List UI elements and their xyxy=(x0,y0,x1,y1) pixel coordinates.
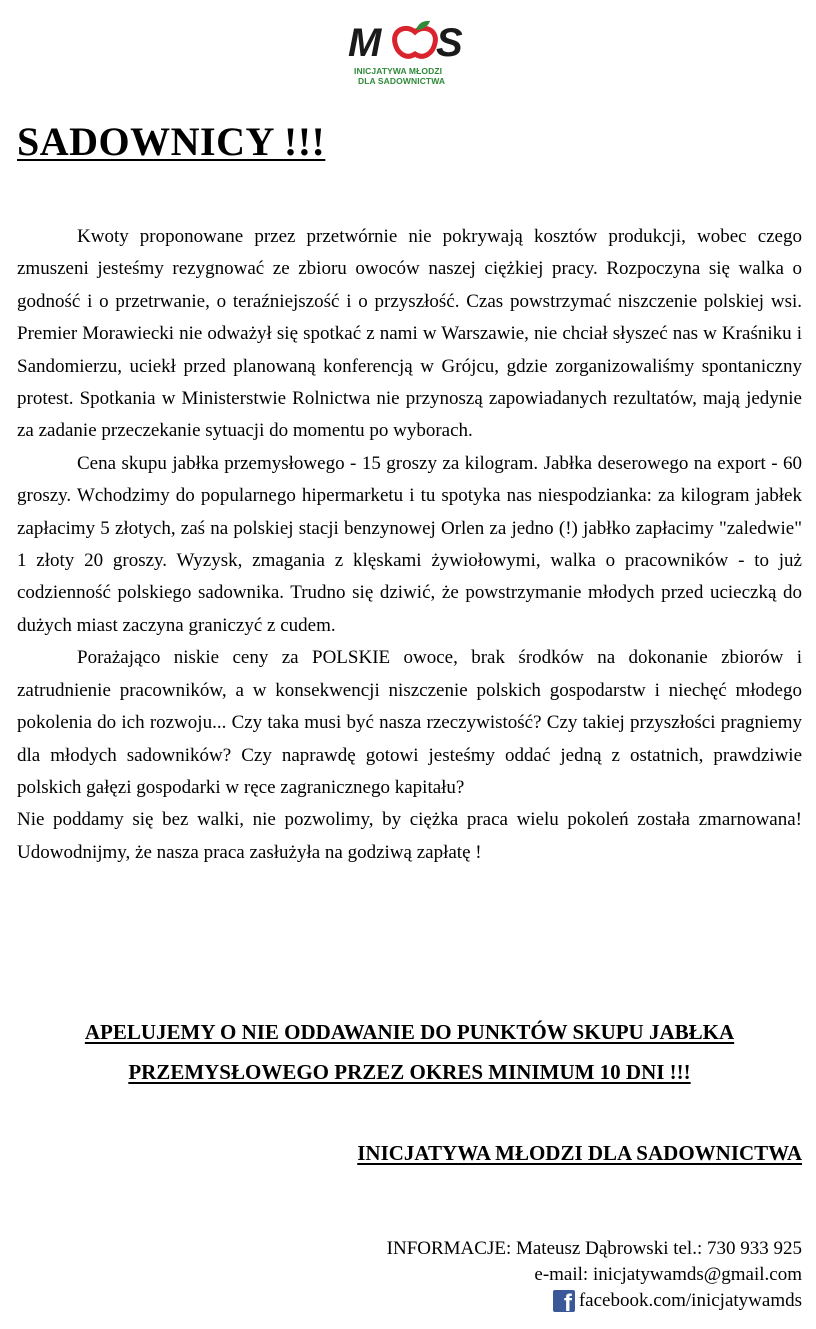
logo-line-1: INICJATYWA MŁODZI xyxy=(354,66,443,76)
appeal-line-1: APELUJEMY O NIE ODDAWANIE DO PUNKTÓW SKUPU JABŁKA xyxy=(84,1020,735,1044)
facebook-url[interactable]: facebook.com/inicjatywamds xyxy=(578,1290,802,1311)
appeal-line-2: PRZEMYSŁOWEGO PRZEZ OKRES MINIMUM 10 DNI !!! xyxy=(128,1060,691,1084)
body-text xyxy=(17,221,802,869)
appeal-heading xyxy=(17,1012,802,1092)
logo xyxy=(346,18,476,84)
logo-mos-mark xyxy=(346,18,476,62)
logo-line-2: DLA SADOWNICTWA xyxy=(358,76,446,86)
signature: INICJATYWA MŁODZI DLA SADOWNICTWA xyxy=(357,1141,802,1165)
logo-subtitle xyxy=(354,66,474,86)
svg-text:M: M xyxy=(348,21,382,62)
svg-text:S: S xyxy=(436,21,463,62)
contact-block xyxy=(387,1236,802,1314)
contact-email[interactable]: e-mail: inicjatywamds@gmail.com xyxy=(534,1264,802,1285)
contact-info: INFORMACJE: Mateusz Dąbrowski tel.: 730 933 925 xyxy=(386,1238,802,1259)
paragraph-3: Porażająco niskie ceny za POLSKIE owoce, brak środków na dokonanie zbiorów i zatrudnienie pracowników, a w konsekwencji niszczenie polskich gospodarstw i niechęć młodego pokolenia do ich rozwoju... Czy taka musi być nasza rzeczywistość? Czy takiej przyszłości pragniemy dla młodych sadowników? Czy naprawdę gotowi jesteśmy oddać jedną z ostatnich, prawdziwie polskich gałęzi gospodarki w ręce zagranicznego kapitału? xyxy=(17,647,802,798)
page-title: SADOWNICY !!! xyxy=(17,119,326,164)
facebook-icon: f xyxy=(553,1290,575,1312)
facebook-link[interactable] xyxy=(387,1288,802,1314)
apple-icon xyxy=(395,21,436,56)
paragraph-2: Cena skupu jabłka przemysłowego - 15 groszy za kilogram. Jabłka deserowego na export - 60 groszy. Wchodzimy do popularnego hipermarketu i tu spotyka nas niespodzianka: za kilogram jabłek zapłacimy 5 złotych, zaś na polskiej stacji benzynowej Orlen za jedno (!) jabłko zapłacimy "zaledwie" 1 złoty 20 groszy. Wyzysk, zmagania z klęskami żywiołowymi, walka o pracowników - to już codzienność polskiego sadownika. Trudno się dziwić, że powstrzymanie młodych przed ucieczką do dużych miast zaczyna graniczyć z cudem. xyxy=(17,452,802,636)
paragraph-4: Nie poddamy się bez walki, nie pozwolimy, by ciężka praca wielu pokoleń została zmarnowana! Udowodnijmy, że nasza praca zasłużyła na godziwą zapłatę ! xyxy=(17,809,802,863)
paragraph-1: Kwoty proponowane przez przetwórnie nie pokrywają kosztów produkcji, wobec czego zmuszeni jesteśmy rezygnować ze zbioru owoców naszej ciężkiej pracy. Rozpoczyna się walka o godność i o przetrwanie, o teraźniejszość i o przyszłość. Czas powstrzymać niszczenie polskiej wsi. Premier Morawiecki nie odważył się spotkać z nami w Warszawie, nie chciał słyszeć nas w Kraśniku i Sandomierzu, uciekł przed planowaną konferencją w Grójcu, gdzie zorganizowaliśmy spontaniczny protest. Spotkania w Ministerstwie Rolnictwa nie przynoszą zapowiadanych rezultatów, mają jedynie za zadanie przeczekanie sytuacji do momentu po wyborach. xyxy=(17,226,802,442)
